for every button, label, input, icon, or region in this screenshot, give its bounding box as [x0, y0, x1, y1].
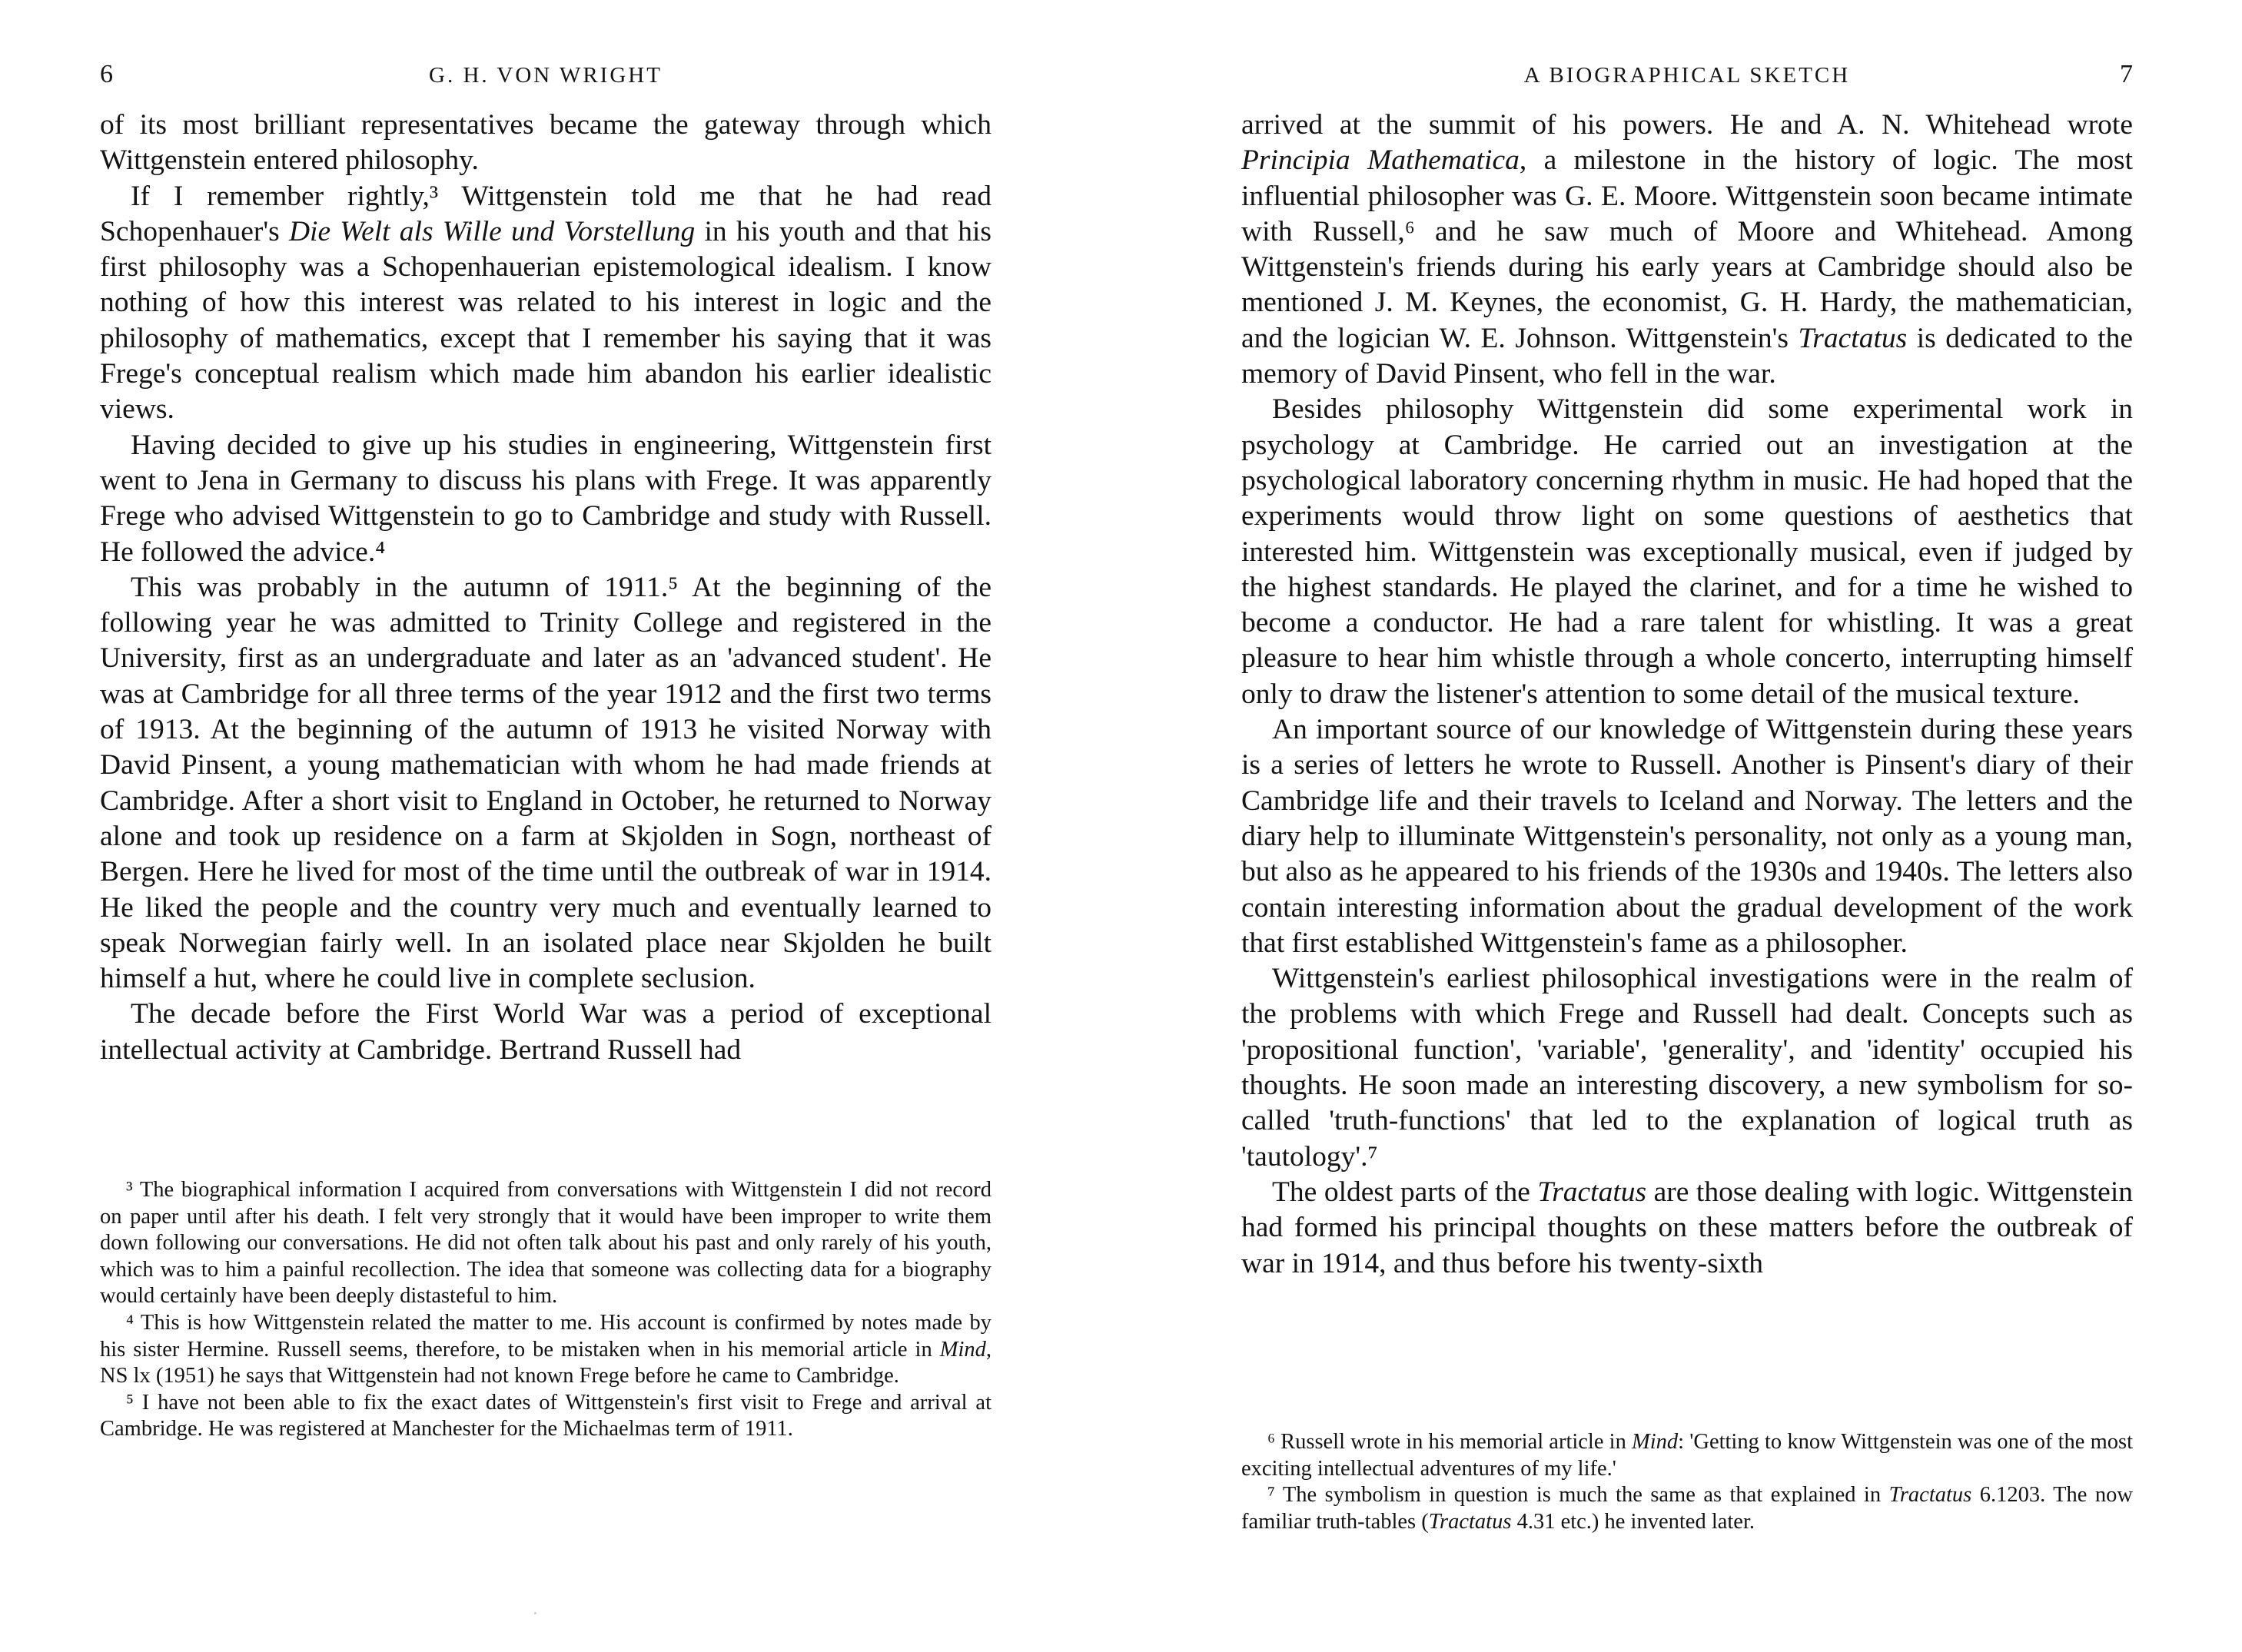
left-paragraph-1: of its most brilliant representatives became the gateway through which Wittgenstein entered philosophy.	[100, 109, 991, 177]
right-paragraph-3: An important source of our knowledge of Wittgenstein during these years is a series of letters he wrote to Russell. Another is Pinsent's diary of their Cambridge life and their travels to Iceland and Norway. The letters and the diary help to illuminate Wittgenstein's personality, not only as a young man, but also as he appeared to his friends of the 1930s and 1940s. The letters also contain interesting information about the gradual development of the work that first established Wittgenstein's fame as a philosopher.	[1241, 714, 2133, 959]
right-footnotes	[1241, 1429, 2133, 1535]
left-page-header	[100, 60, 991, 98]
right-paragraph-5: The oldest parts of the Tractatus are those dealing with logic. Wittgenstein had formed his principal thoughts on these matters before the outbreak of war in 1914, and thus before his twenty-sixth	[1241, 1176, 2133, 1279]
right-page-header	[1241, 60, 2133, 98]
gutter-speck	[534, 1612, 536, 1614]
footnote-6: ⁶ Russell wrote in his memorial article in Mind: 'Getting to know Wittgenstein was one of the most exciting intellectual adventures of my life.'	[1241, 1430, 2133, 1481]
footnote-7: ⁷ The symbolism in question is much the same as that explained in Tractatus 6.1203. The now familiar truth-tables (Tractatus 4.31 etc.) he invented later.	[1241, 1483, 2133, 1534]
right-paragraph-4: Wittgenstein's earliest philosophical investigations were in the realm of the problems with which Frege and Russell had dealt. Concepts such as 'propositional function', 'variable', 'generality', and 'identity' occupied his thoughts. He soon made an interesting discovery, a new symbolism for so-called 'truth-functions' that led to the explanation of logical truth as 'tautology'.⁷	[1241, 963, 2133, 1173]
footnote-5: ⁵ I have not been able to fix the exact dates of Wittgenstein's first visit to Frege and arrival at Cambridge. He was registered at Manchester for the Michaelmas term of 1911.	[100, 1390, 991, 1441]
left-paragraph-5: The decade before the First World War was a period of exceptional intellectual activity at Cambridge. Bertrand Russell had	[100, 998, 991, 1066]
left-running-head: G. H. VON WRIGHT	[429, 63, 663, 88]
right-page-number: 7	[2120, 60, 2133, 88]
left-page-number: 6	[100, 60, 113, 88]
right-page	[1241, 0, 2133, 1652]
left-paragraph-3: Having decided to give up his studies in engineering, Wittgenstein first went to Jena in Germany to discuss his plans with Frege. It was apparently Frege who advised Wittgenstein to go to Cambridge and study with Russell. He followed the advice.⁴	[100, 429, 991, 568]
right-paragraph-2: Besides philosophy Wittgenstein did some experimental work in psychology at Cambridge. He carried out an investigation at the psychological laboratory concerning rhythm in music. He had hoped that the experiments would throw light on some questions of aesthetics that interested him. Wittgenstein was exceptionally musical, even if judged by the highest standards. He played the clarinet, and for a time he wished to become a conductor. He had a rare talent for whistling. It was a great pleasure to hear him whistle through a whole concerto, interrupting himself only to draw the listener's attention to some detail of the musical texture.	[1241, 393, 2133, 710]
right-paragraph-1: arrived at the summit of his powers. He and A. N. Whitehead wrote Principia Mathematica, a milestone in the history of logic. The most influential philosopher was G. E. Moore. Wittgenstein soon became intimate with Russell,⁶ and he saw much of Moore and Whitehead. Among Wittgenstein's friends during his early years at Cambridge should also be mentioned J. M. Keynes, the economist, G. H. Hardy, the mathematician, and the logician W. E. Johnson. Wittgenstein's Tractatus is dedicated to the memory of David Pinsent, who fell in the war.	[1241, 109, 2133, 390]
footnote-4: ⁴ This is how Wittgenstein related the matter to me. His account is confirmed by notes made by his sister Hermine. Russell seems, therefore, to be mistaken when in his memorial article in Mind, NS lx (1951) he says that Wittgenstein had not known Frege before he came to Cambridge.	[100, 1310, 991, 1388]
left-body-text	[100, 108, 991, 1068]
right-body-text	[1241, 108, 2133, 1282]
footnote-3: ³ The biographical information I acquired from conversations with Wittgenstein I did not record on paper until after his death. I felt very strongly that it would have been improper to write them down following our conversations. He did not often talk about his past and only rarely of his youth, which was to him a painful recollection. The idea that someone was collecting data for a biography would certainly have been deeply distasteful to him.	[100, 1178, 991, 1309]
left-footnotes	[100, 1177, 991, 1443]
left-paragraph-2: If I remember rightly,³ Wittgenstein told me that he had read Schopenhauer's Die Welt als Wille und Vorstellung in his youth and that his first philosophy was a Schopenhauerian epistemological idealism. I know nothing of how this interest was related to his interest in logic and the philosophy of mathematics, except that I remember his saying that it was Frege's conceptual realism which made him abandon his earlier idealistic views.	[100, 180, 991, 426]
left-page	[100, 0, 991, 1652]
left-paragraph-4: This was probably in the autumn of 1911.⁵ At the beginning of the following year he was admitted to Trinity College and registered in the University, first as an undergraduate and later as an 'advanced student'. He was at Cambridge for all three terms of the year 1912 and the first two terms of 1913. At the beginning of the autumn of 1913 he visited Norway with David Pinsent, a young mathematician with whom he had made friends at Cambridge. After a short visit to England in October, he returned to Norway alone and took up residence on a farm at Skjolden in Sogn, northeast of Bergen. Here he lived for most of the time until the outbreak of war in 1914. He liked the people and the country very much and eventually learned to speak Norwegian fairly well. In an isolated place near Skjolden he built himself a hut, where he could live in complete seclusion.	[100, 571, 991, 995]
right-running-head: A BIOGRAPHICAL SKETCH	[1523, 63, 1851, 88]
